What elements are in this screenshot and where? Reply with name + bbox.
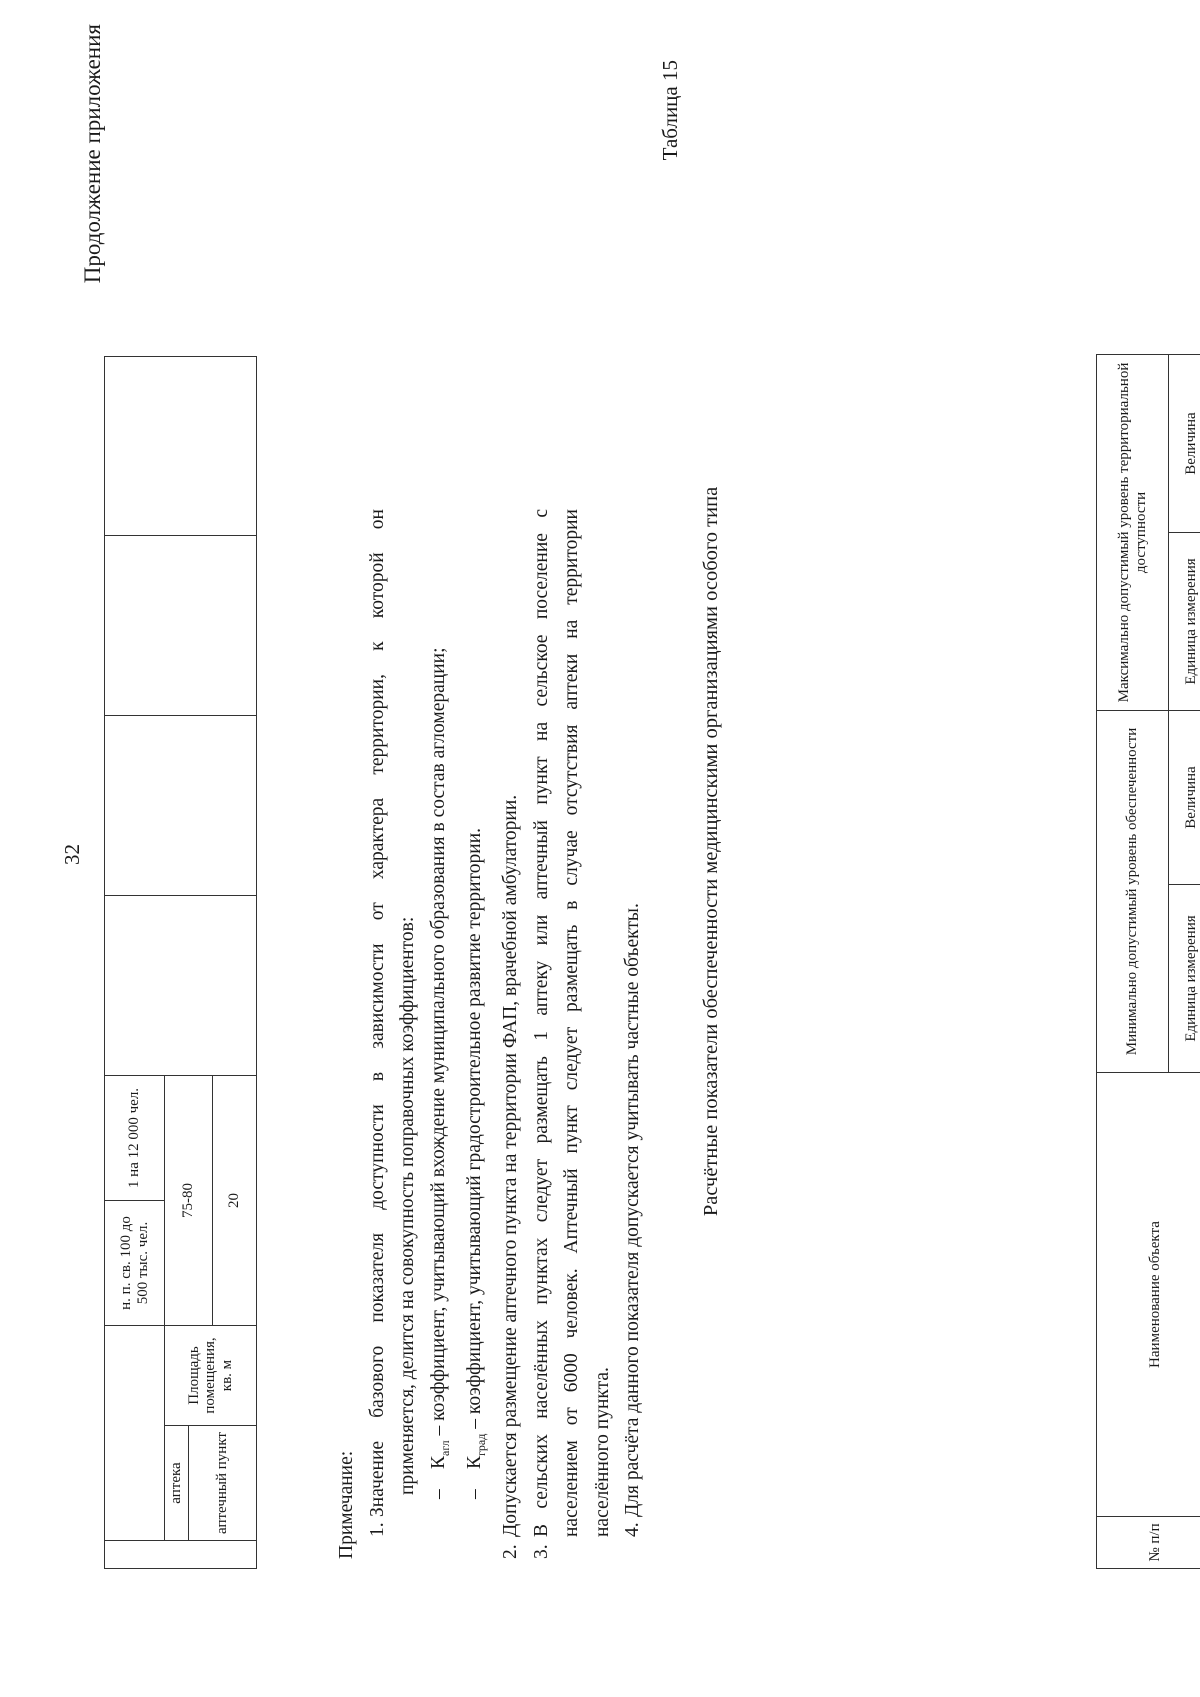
header-name: Наименование объекта <box>1097 1073 1200 1517</box>
notes-title: Примечание: <box>336 1450 357 1559</box>
page-number: 32 <box>60 844 84 865</box>
top-table-cell: 75-80 <box>165 1076 213 1326</box>
table-label: Таблица 15 <box>658 60 682 161</box>
notes-block <box>332 509 649 1559</box>
header-num: № п/п <box>1097 1517 1200 1569</box>
note-number: 2. <box>500 1544 522 1559</box>
table-caption: Расчётные показатели обеспеченности медицинскими организациями особого типа <box>700 486 722 1217</box>
top-table-cell: аптека <box>165 1426 189 1541</box>
coef-description: – коэффициент, учитывающий градостроительное развитие территории. <box>463 827 485 1434</box>
top-table-cell <box>105 357 257 536</box>
coef-symbol: К <box>463 1455 485 1469</box>
header-value: Величина <box>1169 711 1200 885</box>
note-line: населённого пункта. <box>591 1367 613 1537</box>
note-2 <box>496 509 527 1559</box>
top-table-cell <box>105 536 257 716</box>
header-max-group: Максимально допустимый уровень территориальной доступности <box>1097 354 1169 710</box>
coef-subscript: агл <box>437 1440 452 1456</box>
note-4 <box>618 509 649 1559</box>
top-table-cell: 1 на 12 000 чел. <box>105 1076 165 1201</box>
top-table-cell <box>105 896 257 1076</box>
header-unit: Единица измерения <box>1169 533 1200 711</box>
note-line: населением от 6000 человек. Аптечный пункт следует размещать в случае отсутствия аптеки на территории <box>561 509 583 1537</box>
top-table-cell <box>105 1541 257 1569</box>
note-number: 1. <box>366 1522 388 1537</box>
header-value: Величина <box>1169 354 1200 532</box>
note-line: применяется, делится на совокупность поправочных коэффициентов: <box>397 916 418 1495</box>
coef-symbol: К <box>427 1455 449 1469</box>
table-15 <box>1096 354 1200 1569</box>
top-table-cell: аптечный пункт <box>189 1426 257 1541</box>
top-table-cell <box>105 716 257 896</box>
continuation-heading: Продолжение приложения <box>80 24 105 284</box>
note-dash-1: – $К_{агл}$ – коэффициент, учитывающий вхождение муниципального образования в состав агломерации; <box>427 647 452 1499</box>
top-table-cell: н. п. св. 100 до 500 тыс. чел. <box>105 1201 165 1326</box>
top-table-cell: Площадь помещения, кв. м <box>165 1326 257 1426</box>
top-table-cell: 20 <box>213 1076 257 1326</box>
note-1 <box>363 509 394 1559</box>
top-table-cell <box>105 1326 165 1541</box>
note-line: Допускается размещение аптечного пункта на территории ФАП, врачебной амбулатории. <box>500 794 522 1537</box>
note-line: Значение базового показателя доступности в зависимости от характера территории, к которой он <box>366 509 388 1517</box>
note-number: 4. <box>622 1522 644 1537</box>
note-line: В сельских населённых пунктах следует размещать 1 аптеку или аптечный пункт на сельское поселение с <box>530 509 552 1537</box>
note-line: Для расчёта данного показателя допускается учитывать частные объекты. <box>622 903 644 1517</box>
coef-subscript: град <box>473 1433 488 1456</box>
note-number: 3. <box>530 1544 552 1559</box>
header-min-group: Минимально допустимый уровень обеспеченности <box>1097 711 1169 1073</box>
top-table <box>104 356 257 1569</box>
header-unit: Единица измерения <box>1169 885 1200 1073</box>
note-dash-2: – $К_{град}$ – коэффициент, учитывающий градостроительное развитие территории. <box>463 827 488 1499</box>
note-3 <box>527 509 558 1559</box>
coef-description: – коэффициент, учитывающий вхождение муниципального образования в состав агломерации; <box>427 647 449 1441</box>
